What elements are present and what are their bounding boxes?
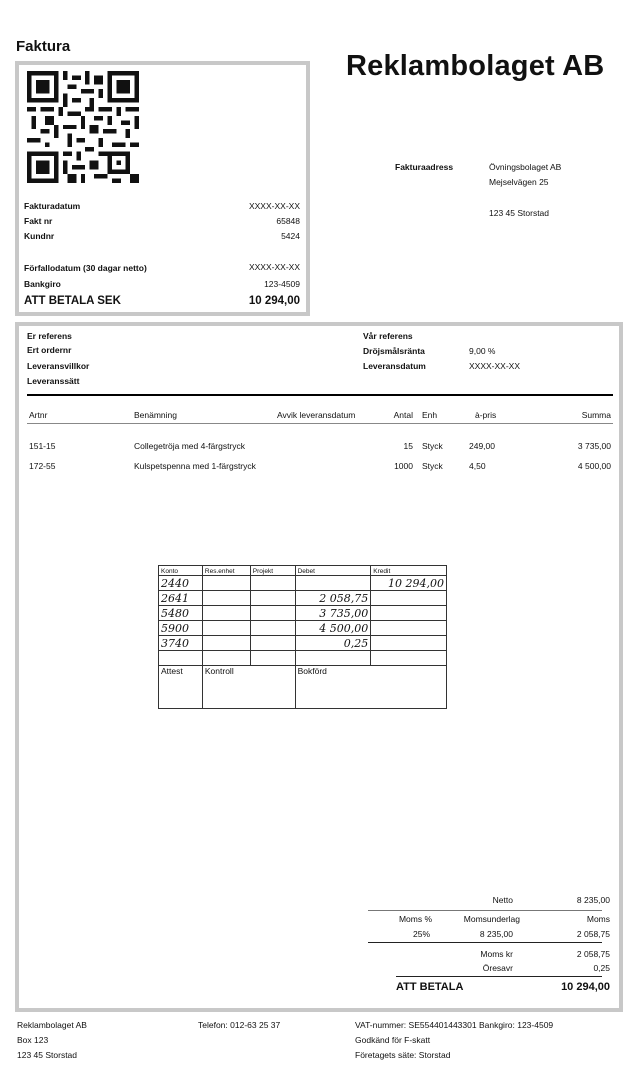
moms-pct-value: 25% bbox=[412, 929, 430, 939]
leveransdatum-label: Leveransdatum bbox=[363, 361, 426, 371]
fakturaadress-label: Fakturaadress bbox=[395, 162, 454, 172]
fakt-nr-value: 65848 bbox=[276, 216, 300, 226]
momsunderlag-value: 8 235,00 bbox=[479, 929, 513, 939]
row-benamning: Collegetröja med 4-färgstryck bbox=[134, 441, 246, 451]
att-betala-label: ATT BETALA bbox=[396, 981, 464, 993]
fakturadatum-label: Fakturadatum bbox=[24, 201, 81, 211]
kontering-kredit bbox=[371, 621, 447, 636]
footer-company: Reklambolaget AB bbox=[17, 1020, 87, 1030]
footer-fskatt: Godkänd för F-skatt bbox=[355, 1035, 431, 1045]
attest-label: Attest bbox=[159, 666, 203, 709]
kontering-header-konto: Konto bbox=[159, 566, 203, 576]
divider bbox=[27, 394, 613, 396]
col-artnr: Artnr bbox=[29, 410, 48, 420]
row-apris: 249,00 bbox=[469, 441, 495, 451]
kontering-debet: 3 735,00 bbox=[295, 606, 371, 621]
row-apris: 4,50 bbox=[469, 461, 486, 471]
kundnr-label: Kundnr bbox=[24, 231, 55, 241]
moms-label: Moms bbox=[586, 914, 610, 924]
row-artnr: 151-15 bbox=[29, 441, 56, 451]
moms-pct-label: Moms % bbox=[398, 914, 432, 924]
kontering-konto: 2440 bbox=[159, 576, 203, 591]
footer-vat: VAT-nummer: SE554401443301 Bankgiro: 123-4509 bbox=[355, 1020, 554, 1030]
moms-kr-value: 2 058,75 bbox=[576, 949, 610, 959]
netto-label: Netto bbox=[492, 895, 513, 905]
fakt-nr-label: Fakt nr bbox=[24, 216, 53, 226]
kontering-stamp bbox=[158, 565, 447, 709]
kontering-header-projekt: Projekt bbox=[250, 566, 295, 576]
oresavr-label: Öresavr bbox=[482, 963, 513, 973]
divider bbox=[368, 942, 602, 943]
divider bbox=[396, 976, 602, 977]
address-line-2: Mejselvägen 25 bbox=[489, 177, 549, 187]
bankgiro-value: 123-4509 bbox=[264, 279, 300, 289]
kontering-header-resenhet: Res.enhet bbox=[202, 566, 250, 576]
kontering-debet: 0,25 bbox=[295, 636, 371, 651]
att-betala-sek-value: 10 294,00 bbox=[248, 295, 300, 307]
forfallodatum-label: Förfallodatum (30 dagar netto) bbox=[24, 263, 147, 273]
drojsmalsranta-label: Dröjsmålsränta bbox=[363, 346, 425, 356]
drojsmalsranta-value: 9,00 % bbox=[469, 346, 496, 356]
document-title: Faktura bbox=[16, 38, 71, 55]
col-avvik: Avvik leveransdatum bbox=[277, 410, 356, 420]
att-betala-value: 10 294,00 bbox=[561, 981, 610, 993]
address-line-1: Övningsbolaget AB bbox=[489, 162, 562, 172]
kontering-konto: 5900 bbox=[159, 621, 203, 636]
col-apris: à-pris bbox=[475, 410, 497, 420]
bokford-label: Bokförd bbox=[295, 666, 446, 709]
leveransdatum-value: XXXX-XX-XX bbox=[469, 361, 521, 371]
ert-ordernr-label: Ert ordernr bbox=[27, 345, 72, 355]
att-betala-sek-label: ATT BETALA SEK bbox=[24, 295, 121, 307]
kontering-konto: 5480 bbox=[159, 606, 203, 621]
row-antal: 1000 bbox=[394, 461, 413, 471]
kontering-header-debet: Debet bbox=[295, 566, 371, 576]
col-summa: Summa bbox=[581, 410, 611, 420]
divider bbox=[27, 423, 613, 424]
footer-phone: Telefon: 012-63 25 37 bbox=[198, 1020, 281, 1030]
kontering-kredit: 10 294,00 bbox=[371, 576, 447, 591]
kontering-debet: 4 500,00 bbox=[295, 621, 371, 636]
row-benamning: Kulspetspenna med 1-färgstryck bbox=[134, 461, 256, 471]
kontering-konto: 2641 bbox=[159, 591, 203, 606]
leveranssatt-label: Leveranssätt bbox=[27, 376, 80, 386]
row-summa: 4 500,00 bbox=[577, 461, 611, 471]
row-summa: 3 735,00 bbox=[577, 441, 611, 451]
col-benamning: Benämning bbox=[134, 410, 178, 420]
col-antal: Antal bbox=[393, 410, 413, 420]
bankgiro-label: Bankgiro bbox=[24, 279, 61, 289]
kontering-debet: 2 058,75 bbox=[295, 591, 371, 606]
moms-value: 2 058,75 bbox=[576, 929, 610, 939]
row-antal: 15 bbox=[403, 441, 413, 451]
kontering-header-kredit: Kredit bbox=[371, 566, 447, 576]
kundnr-value: 5424 bbox=[281, 231, 300, 241]
row-artnr: 172-55 bbox=[29, 461, 56, 471]
row-enh: Styck bbox=[422, 441, 443, 451]
footer-box: Box 123 bbox=[17, 1035, 49, 1045]
kontering-debet bbox=[295, 576, 371, 591]
company-name: Reklambolaget AB bbox=[346, 50, 605, 82]
row-enh: Styck bbox=[422, 461, 443, 471]
qr-code-icon bbox=[27, 71, 139, 183]
leveransvillkor-label: Leveransvillkor bbox=[27, 361, 90, 371]
kontering-kredit bbox=[371, 591, 447, 606]
var-referens-label: Vår referens bbox=[363, 331, 413, 341]
footer-sate: Företagets säte: Storstad bbox=[355, 1050, 451, 1060]
netto-value: 8 235,00 bbox=[576, 895, 610, 905]
fakturadatum-value: XXXX-XX-XX bbox=[248, 201, 300, 211]
kontering-kredit bbox=[371, 636, 447, 651]
kontering-kredit bbox=[371, 606, 447, 621]
footer-city: 123 45 Storstad bbox=[17, 1050, 78, 1060]
address-line-3: 123 45 Storstad bbox=[489, 208, 550, 218]
col-enh: Enh bbox=[422, 410, 438, 420]
oresavr-value: 0,25 bbox=[593, 963, 610, 973]
kontering-konto: 3740 bbox=[159, 636, 203, 651]
momsunderlag-label: Momsunderlag bbox=[463, 914, 520, 924]
kontroll-label: Kontroll bbox=[202, 666, 295, 709]
er-referens-label: Er referens bbox=[27, 331, 72, 341]
divider bbox=[368, 910, 602, 911]
moms-kr-label: Moms kr bbox=[480, 949, 513, 959]
forfallodatum-value: XXXX-XX-XX bbox=[248, 262, 300, 272]
